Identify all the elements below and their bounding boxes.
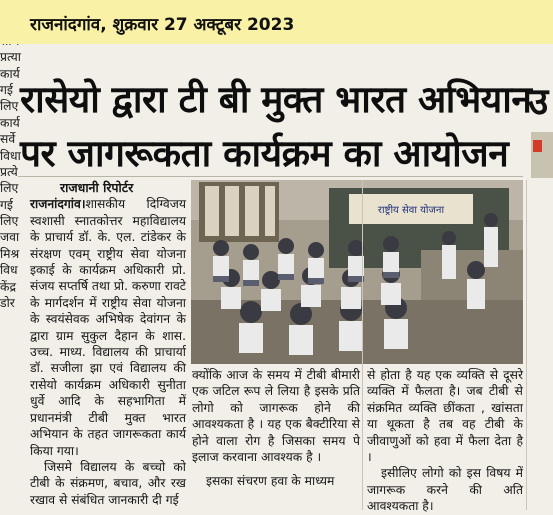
article-paragraph-3: क्योंकि आज के समय में टीबी बीमारी एक जटिल रूप ले लिया है इसके प्रति लोगो को जागरूक होने की आवश्यकता है । यह एक बैक्टीरिया से होने वाला रोग है जिसका समय पे इलाज करवाना आवश्यक है । xyxy=(192,368,360,465)
adjacent-headline-fragment: उ xyxy=(528,80,549,123)
article-paragraph-4: इसका संचरण हवा के माध्यम xyxy=(206,474,335,489)
adjacent-column-line: लिए xyxy=(0,181,19,196)
article-column-1 xyxy=(30,180,186,508)
headline-line-1: रासेयो द्वारा टी बी मुक्त भारत अभियान xyxy=(20,78,532,121)
adjacent-column-line: गई xyxy=(0,82,13,97)
adjacent-graphic-accent xyxy=(533,140,542,152)
adjacent-graphic xyxy=(531,132,553,178)
article-paragraph-1 xyxy=(30,196,186,459)
adjacent-column-line: डोर xyxy=(0,296,15,311)
article-paragraph-6: इसीलिए लोगो को इस विषय में जागरूक करने की अति आवश्यकता है। xyxy=(367,466,523,514)
adjacent-column-line: कार्य xyxy=(0,115,20,130)
headline-rule xyxy=(18,176,523,177)
adjacent-column-line: प्रत्या xyxy=(0,50,21,65)
adjacent-column-line: विधा xyxy=(0,148,21,163)
article-paragraph-2: जिसमे विद्यालय के बच्चो को टीबी के संक्रमण, बचाव, और रख रखाव से संबंधित जानकारी दी गई xyxy=(30,459,186,507)
adjacent-column-line: लिए xyxy=(0,99,19,114)
adjacent-column-line: मिश्र xyxy=(0,246,20,261)
column-separator xyxy=(362,180,363,510)
classroom-photo-illustration xyxy=(191,180,523,364)
adjacent-column-line: विध xyxy=(0,263,18,278)
byline: राजधानी रिपोर्टर xyxy=(60,180,134,195)
adjacent-column-line: सर्वे xyxy=(0,132,16,147)
dateline-city: राजनांदगांव। xyxy=(30,197,86,212)
article-column-2 xyxy=(192,367,360,490)
banner-text: राष्ट्रीय सेवा योजना xyxy=(377,205,445,216)
adjacent-column-line: जवा xyxy=(0,230,20,245)
dateline: राजनांदगांव, शुक्रवार 27 अक्टूबर 2023 xyxy=(30,15,295,35)
adjacent-column-line: लिए xyxy=(0,214,19,229)
article-paragraph-5: से होता है यह एक व्यक्ति से दूसरे व्यक्ति में फैलता है। जब टीबी से संक्रमित व्यक्ति छींकता , खांसता या थूकता है तब वह टीबी के जीवाणुओं को हवा में फैला देता है । xyxy=(367,368,523,465)
article-column-3 xyxy=(367,367,523,515)
adjacent-column-line: गई xyxy=(0,197,13,212)
adjacent-column-line: प्रत्ये xyxy=(0,164,18,179)
adjacent-column-line: केंद्र xyxy=(0,279,16,294)
adjacent-column-line: कार्य xyxy=(0,66,20,81)
article-paragraph-1-text: शासकीय दिग्विजय स्वशासी स्नातकोत्तर महाविद्यालय के प्राचार्य डॉ. के. एल. टांडेकर के संरक्षण एवम् राष्ट्रीय सेवा योजना इकाई के कार्यक्रम अधिकारी प्रो. संजय सप्तर्षि तथा प्रो. करुणा रावटे के मार्गदर्शन में राष्ट्रीय सेवा योजना के स्वयंसेवक अभिषेक देवांगन के द्वारा ग्राम सुकुल दैहान के शास. उच्च. माध्य. विद्यालय की प्राचार्या डॉ. सजीला झा एवं विद्यालय की रासेयो कार्यक्रम अधिकारी सुनीता धुर्वे आदि के सहभागिता में प्रधानमंत्री टीबी मुक्त भारत अभियान के तहत जागरूकता कार्य किया गया। xyxy=(30,197,186,458)
headline-line-2: पर जागरूकता कार्यक्रम का आयोजन xyxy=(20,132,509,175)
column-separator-right xyxy=(526,180,527,510)
news-photo xyxy=(191,180,523,364)
